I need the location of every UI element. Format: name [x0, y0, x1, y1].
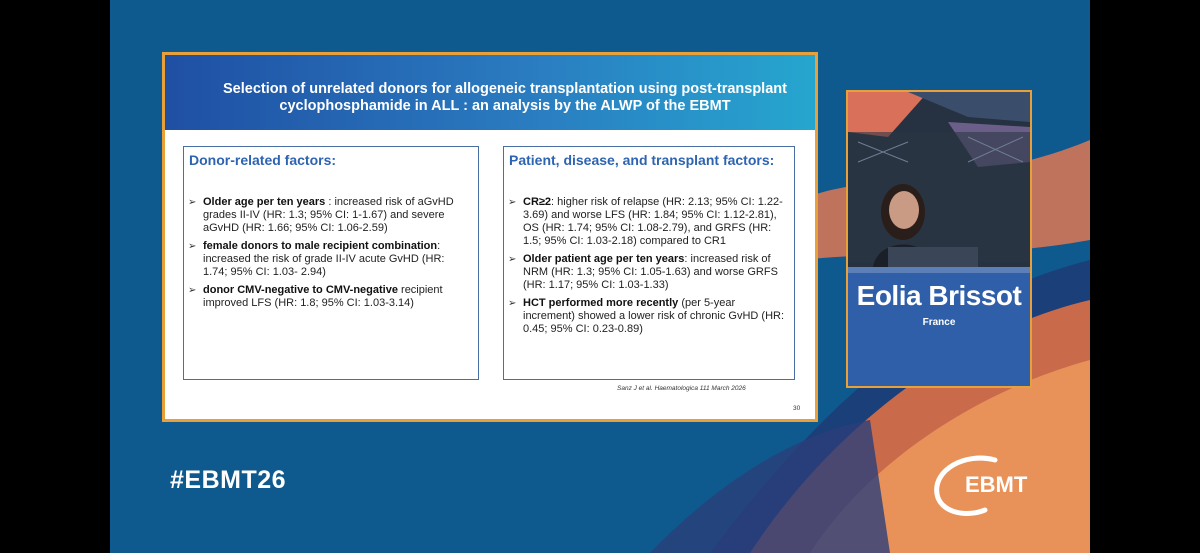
bullet-arrow-icon: ➢: [508, 254, 517, 265]
list-item: ➢ Older age per ten years : increased risk of aGvHD grades II-IV (HR: 1.3; 95% CI: 1-1.67) and severe aGvHD (HR: 1.66; 95% CI: 1.06-2.59): [188, 196, 454, 234]
patient-factors-box: [503, 146, 795, 380]
event-hashtag: #EBMT26: [170, 466, 287, 494]
ebmt-logo: [925, 452, 1040, 522]
list-item: ➢ female donors to male recipient combination: increased the risk of grade II-IV acute GvHD (HR: 1.74; 95% CI: 1.03- 2.94): [188, 240, 445, 278]
list-item: ➢ donor CMV-negative to CMV-negative recipient improved LFS (HR: 1.8; 95% CI: 1.03-3.14): [188, 284, 443, 309]
bullet-arrow-icon: ➢: [188, 241, 197, 252]
bullet-arrow-icon: ➢: [188, 285, 197, 296]
patient-factors-heading: Patient, disease, and transplant factors:: [509, 152, 775, 168]
bullet-arrow-icon: ➢: [188, 197, 197, 208]
donor-factors-list: [188, 196, 466, 315]
list-item: ➢ CR≥2: higher risk of relapse (HR: 2.13; 95% CI: 1.22-3.69) and worse LFS (HR: 1.84; 95% CI: 1.12-2.81), OS (HR: 1.74; 95% CI: 1.08-2.79), and GRFS (HR: 1.5; 95% CI: 1.03-2.18) compared to CR1: [508, 196, 783, 247]
donor-factors-heading: Donor-related factors:: [189, 152, 337, 168]
citation: Sanz J et al. Haematologica 111 March 2026: [617, 385, 746, 392]
speaker-video: [846, 90, 1032, 388]
donor-factors-box: [183, 146, 479, 380]
list-item: ➢ Older patient age per ten years: increased risk of NRM (HR: 1.3; 95% CI: 1.05-1.63) and worse GRFS (HR: 1.17; 95% CI: 1.03-1.33): [508, 253, 778, 291]
slide-title: Selection of unrelated donors for allogeneic transplantation using post-transplant cyclophosphamide in ALL : an analysis by the ALWP of the EBMT: [223, 81, 787, 114]
patient-factors-list: [508, 196, 786, 341]
logo-text: EBMT: [965, 472, 1028, 497]
speaker-video-frame: [848, 92, 1030, 386]
speaker-name: Eolia Brissot: [856, 280, 1022, 311]
speaker-country: France: [922, 317, 956, 328]
list-item: ➢ HCT performed more recently (per 5-year increment) showed a lower risk of chronic GvHD (HR: 0.45; 95% CI: 0.23-0.89): [508, 297, 785, 335]
bullet-arrow-icon: ➢: [508, 197, 517, 208]
conference-stream: [110, 0, 1090, 553]
slide-page-number: 30: [793, 405, 801, 412]
bullet-arrow-icon: ➢: [508, 298, 517, 309]
presentation-slide: [162, 52, 818, 422]
